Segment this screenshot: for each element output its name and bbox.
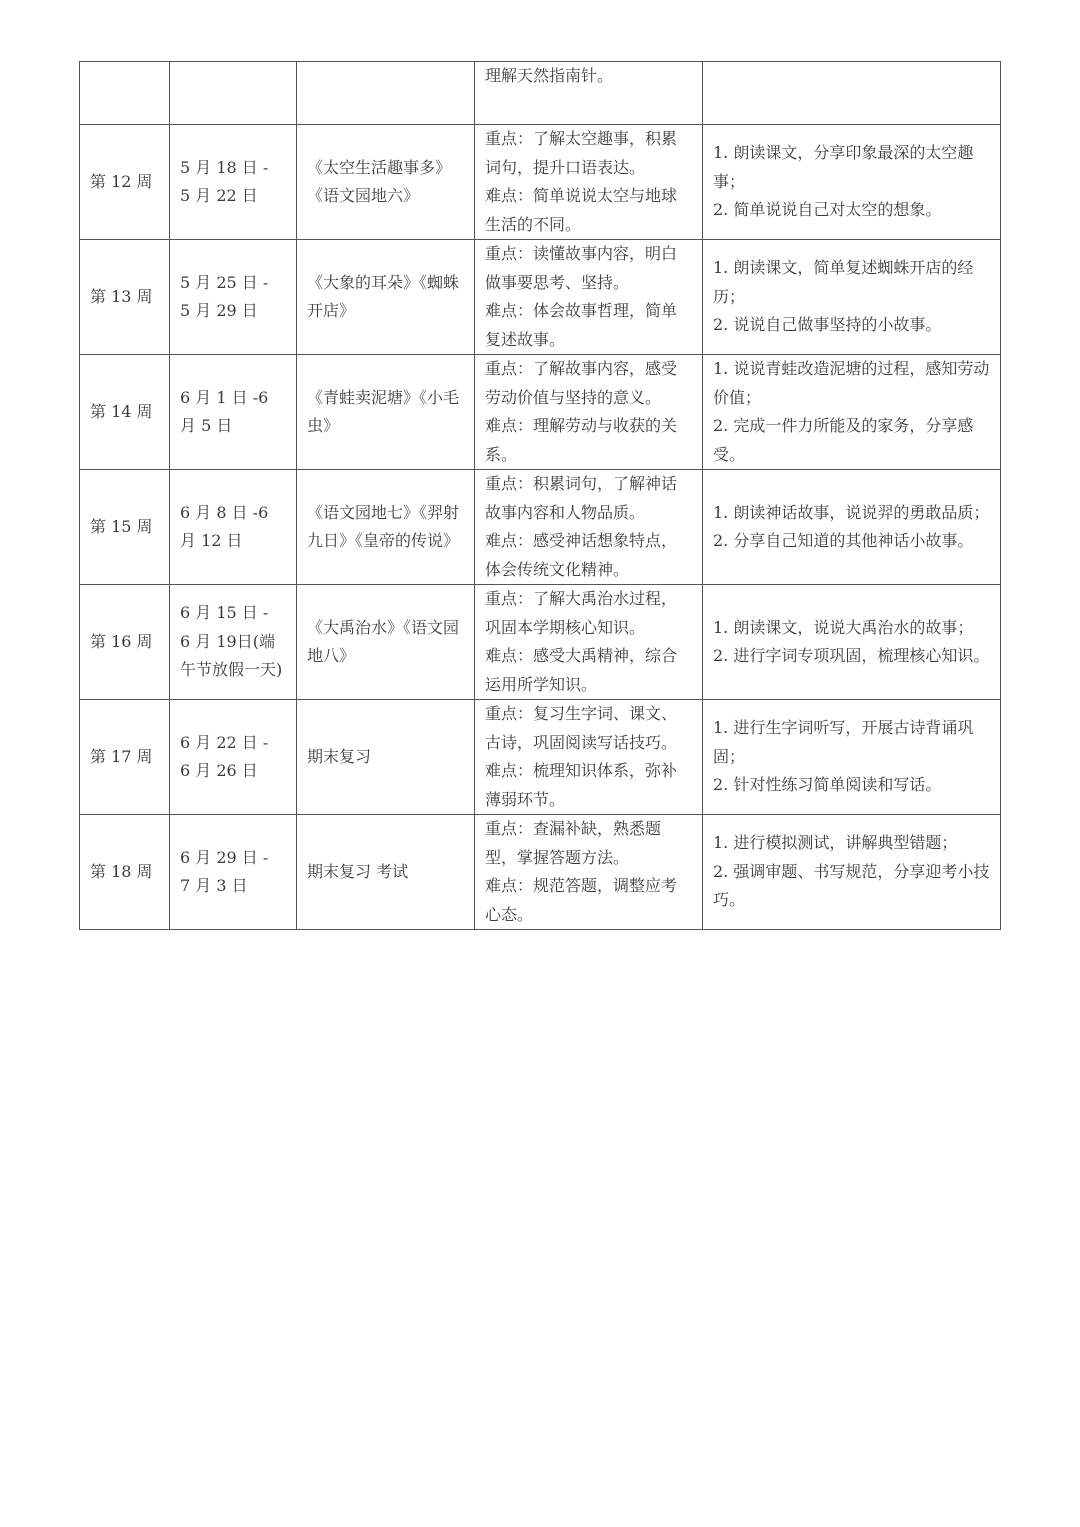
focus-cell	[475, 240, 703, 355]
activity-line: 1. 朗读课文，简单复述蜘蛛开店的经历；	[713, 258, 974, 306]
week-cell	[80, 62, 170, 125]
activity-cell	[703, 700, 1001, 815]
focus-line: 难点：梳理知识体系，弥补薄弱环节。	[485, 761, 678, 809]
week-cell: 第 14 周	[80, 355, 170, 470]
date-line: 6 月 15 日 -	[180, 603, 269, 623]
date-line: 6 月 22 日 -	[180, 732, 269, 752]
table-row	[80, 62, 1001, 125]
date-cell	[170, 125, 297, 240]
lesson-cell	[297, 62, 475, 125]
activity-line: 1. 进行生字词听写，开展古诗背诵巩固；	[713, 718, 974, 766]
lesson-cell	[297, 585, 475, 700]
week-cell: 第 13 周	[80, 240, 170, 355]
lesson-line: 《语文园地七》《羿射九日》《皇帝的传说》	[307, 502, 460, 550]
date-cell	[170, 585, 297, 700]
table-row	[80, 125, 1001, 240]
focus-line: 重点：复习生字词、课文、古诗，巩固阅读写话技巧。	[485, 704, 678, 752]
activity-cell	[703, 62, 1001, 125]
activity-cell	[703, 355, 1001, 470]
table-row	[80, 355, 1001, 470]
activity-line: 1. 说说青蛙改造泥塘的过程，感知劳动价值；	[713, 359, 990, 407]
activity-cell	[703, 125, 1001, 240]
focus-line: 重点：读懂故事内容，明白做事要思考、坚持。	[485, 244, 678, 292]
activity-cell	[703, 815, 1001, 930]
focus-line: 难点：感受大禹精神，综合运用所学知识。	[485, 646, 678, 694]
focus-line: 难点：简单说说太空与地球生活的不同。	[485, 186, 678, 234]
table-row	[80, 470, 1001, 585]
lesson-line: 期末复习	[307, 746, 372, 766]
table-row	[80, 585, 1001, 700]
date-cell	[170, 240, 297, 355]
lesson-cell	[297, 240, 475, 355]
date-cell	[170, 700, 297, 815]
lesson-cell	[297, 125, 475, 240]
week-cell: 第 17 周	[80, 700, 170, 815]
lesson-cell	[297, 355, 475, 470]
activity-cell	[703, 240, 1001, 355]
focus-cell	[475, 470, 703, 585]
table-body	[80, 62, 1001, 930]
focus-line: 难点：感受神话想象特点，体会传统文化精神。	[485, 531, 678, 579]
focus-line: 重点：了解故事内容，感受劳动价值与坚持的意义。	[485, 359, 678, 407]
week-cell: 第 15 周	[80, 470, 170, 585]
activity-line: 2. 针对性练习简单阅读和写话。	[713, 775, 942, 795]
activity-cell	[703, 470, 1001, 585]
date-line: 5 月 29 日	[180, 301, 258, 320]
focus-line: 重点：了解太空趣事，积累词句，提升口语表达。	[485, 129, 678, 177]
teaching-schedule-table	[79, 61, 1001, 930]
activity-line: 2. 完成一件力所能及的家务，分享感受。	[713, 416, 974, 464]
focus-cell	[475, 585, 703, 700]
activity-line: 2. 分享自己知道的其他神话小故事。	[713, 531, 974, 550]
date-line: 7 月 3 日	[180, 876, 248, 895]
date-line: 5 月 18 日 -	[180, 157, 269, 177]
date-cell	[170, 815, 297, 930]
focus-line: 重点：积累词句，了解神话故事内容和人物品质。	[485, 474, 678, 522]
date-line: 5 月 22 日	[180, 186, 258, 205]
table-row	[80, 815, 1001, 930]
focus-cell	[475, 62, 703, 125]
date-line: 6 月 8 日 -6 月 12 日	[180, 502, 269, 550]
date-line: 6 月 29 日 -	[180, 847, 269, 867]
date-cell	[170, 355, 297, 470]
focus-line: 难点：体会故事哲理，简单复述故事。	[485, 301, 678, 349]
activity-line: 2. 强调审题、书写规范，分享迎考小技巧。	[713, 861, 990, 910]
lesson-line: 期末复习 考试	[307, 861, 409, 881]
focus-cell	[475, 815, 703, 930]
lesson-line: 《大象的耳朵》《蜘蛛开店》	[307, 272, 460, 320]
activity-line: 2. 说说自己做事坚持的小故事。	[713, 315, 942, 335]
week-cell: 第 18 周	[80, 815, 170, 930]
lesson-line: 《大禹治水》《语文园地八》	[307, 617, 460, 665]
activity-line: 1. 进行模拟测试，讲解典型错题；	[713, 833, 958, 853]
lesson-line: 《太空生活趣事多》	[307, 157, 452, 177]
date-line: 6 月 26 日	[180, 761, 258, 780]
lesson-cell	[297, 470, 475, 585]
activity-line: 1. 朗读神话故事，说说羿的勇敢品质；	[713, 502, 990, 522]
table-row	[80, 700, 1001, 815]
focus-line: 重点：查漏补缺，熟悉题型，掌握答题方法。	[485, 819, 662, 867]
focus-cell	[475, 700, 703, 815]
focus-line: 难点：规范答题，调整应考心态。	[485, 876, 678, 924]
activity-cell	[703, 585, 1001, 700]
week-cell: 第 16 周	[80, 585, 170, 700]
date-line: 5 月 25 日 -	[180, 272, 269, 292]
date-cell	[170, 470, 297, 585]
activity-line: 2. 进行字词专项巩固，梳理核心知识。	[713, 646, 990, 665]
table-row	[80, 240, 1001, 355]
lesson-cell	[297, 700, 475, 815]
week-cell: 第 12 周	[80, 125, 170, 240]
activity-line: 2. 简单说说自己对太空的想象。	[713, 200, 942, 220]
focus-line: 难点：理解劳动与收获的关系。	[485, 416, 678, 464]
activity-line: 1. 朗读课文，分享印象最深的太空趣事；	[713, 143, 974, 191]
date-cell	[170, 62, 297, 125]
date-line: 6 月 19日(端午节放假一天)	[180, 631, 283, 680]
focus-line: 理解天然指南针。	[485, 66, 614, 85]
focus-cell	[475, 125, 703, 240]
activity-line: 1. 朗读课文，说说大禹治水的故事；	[713, 617, 974, 637]
focus-line: 重点：了解大禹治水过程，巩固本学期核心知识。	[485, 589, 678, 637]
lesson-cell	[297, 815, 475, 930]
lesson-line: 《青蛙卖泥塘》《小毛虫》	[307, 387, 460, 435]
focus-cell	[475, 355, 703, 470]
date-line: 6 月 1 日 -6 月 5 日	[180, 387, 269, 435]
lesson-line: 《语文园地六》	[307, 186, 420, 205]
